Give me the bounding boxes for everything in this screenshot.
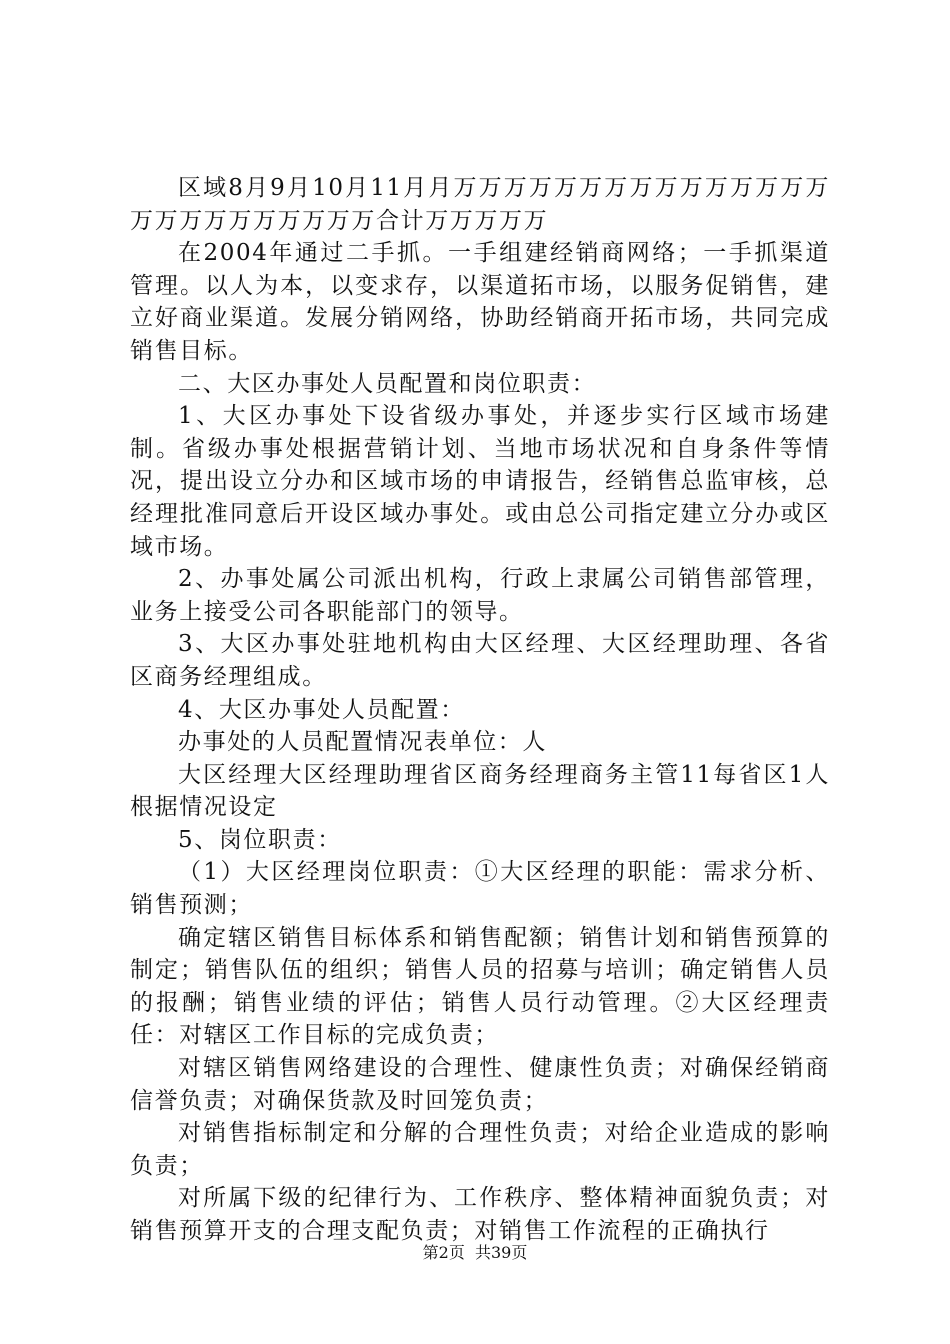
paragraph: 对所属下级的纪律行为、工作秩序、整体精神面貌负责；对销售预算开支的合理支配负责；对销售工作流程的正确执行 (130, 1185, 830, 1244)
paragraph: （1）大区经理岗位职责：①大区经理的职能：需求分析、销售预测； (130, 859, 830, 919)
document-body (130, 172, 830, 1248)
paragraph: 对辖区销售网络建设的合理性、健康性负责；对确保经销商信誉负责；对确保货款及时回笼负责； (130, 1055, 830, 1114)
paragraph: 3、大区办事处驻地机构由大区经理、大区经理助理、各省区商务经理组成。 (130, 631, 830, 690)
paragraph: 区域8月9月10月11月月万万万万万万万万万万万万万万万万万万万万万万万万万合计万万万万万 (130, 175, 830, 234)
paragraph: 对销售指标制定和分解的合理性负责；对给企业造成的影响负责； (130, 1120, 830, 1179)
page-footer: 第2页 共39页 (422, 1243, 528, 1262)
paragraph: 确定辖区销售目标体系和销售配额；销售计划和销售预算的制定；销售队伍的组织；销售人员的招募与培训；确定销售人员的报酬；销售业绩的评估；销售人员行动管理。②大区经理责任：对辖区工作目标的完成负责； (130, 924, 830, 1049)
paragraph: 4、大区办事处人员配置： (178, 696, 465, 723)
section-heading: 二、大区办事处人员配置和岗位职责： (178, 370, 597, 397)
paragraph: 1、大区办事处下设省级办事处，并逐步实行区域市场建制。省级办事处根据营销计划、当地市场状况和自身条件等情况，提出设立分办和区域市场的申请报告，经销售总监审核，总经理批准同意后开设区域办事处。或由总公司指定建立分办或区域市场。 (130, 403, 830, 560)
paragraph: 大区经理大区经理助理省区商务经理商务主管11每省区1人根据情况设定 (130, 761, 830, 821)
paragraph: 5、岗位职责： (178, 826, 342, 853)
paragraph: 2、办事处属公司派出机构，行政上隶属公司销售部管理，业务上接受公司各职能部门的领导。 (130, 566, 830, 625)
paragraph: 办事处的人员配置情况表单位：人 (178, 729, 547, 756)
paragraph: 在2004年通过二手抓。一手组建经销商网络；一手抓渠道管理。以人为本，以变求存，以渠道拓市场，以服务促销售，建立好商业渠道。发展分销网络，协助经销商开拓市场，共同完成销售目标。 (130, 240, 830, 364)
